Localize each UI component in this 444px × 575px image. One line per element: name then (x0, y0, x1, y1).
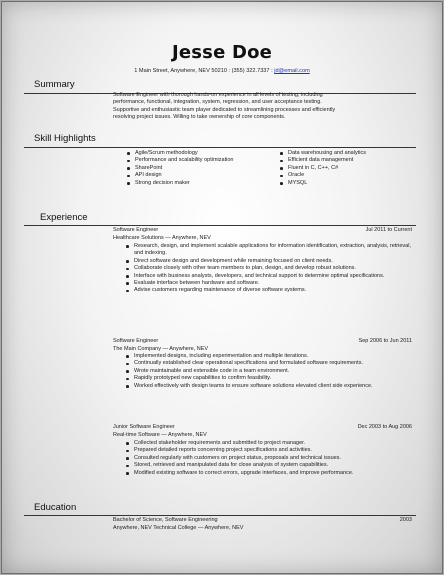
job-bullet: Evaluate interface between hardware and software. (125, 280, 413, 287)
job-bullet: Direct software design and development while remaining focused on client needs. (125, 258, 413, 265)
job-title: Software Engineer (113, 338, 159, 344)
skill-item: Performance and scalability optimization (126, 157, 261, 164)
job-bullet: Advise customers regarding maintenance of diverse software systems. (125, 287, 413, 294)
job-bullet: Implemented designs, including experimentation and multiple iterations. (125, 353, 413, 360)
resume-page (1, 1, 443, 574)
skill-item: Fluent in C, C++, C# (279, 165, 414, 172)
job-bullets (125, 440, 415, 477)
job-bullets (125, 243, 413, 295)
education-rule (24, 515, 416, 516)
skills-rule (24, 147, 416, 148)
job-bullet: Wrote maintainable and extensible code in a team environment. (125, 368, 413, 375)
job-bullet: Stored, retrieved and manipulated data for close analysis of system capabilities. (125, 462, 415, 469)
education-school: Anywhere, NEV Technical College — Anywhere, NEV (113, 525, 244, 531)
job-bullet: Research, design, and implement scalable applications for information identification, extraction, analysis, retrieval, and indexing. (125, 243, 413, 258)
job-bullet: Collaborate closely with other team members to plan, design, and develop robust solutions. (125, 265, 413, 272)
contact-line (2, 68, 442, 74)
skills-list-left (126, 150, 261, 187)
job-bullet: Modified existing software to correct errors, upgrade interfaces, and improve performance. (125, 470, 415, 477)
job-dates: Dec 2003 to Aug 2006 (357, 424, 412, 430)
contact-address: 1 Main Street, Anywhere, NEV 50210 : (355) 322.7337 : (134, 68, 275, 74)
education-degree: Bachelor of Science, Software Engineering (113, 517, 218, 523)
skills-heading: Skill Highlights (34, 133, 96, 144)
education-year: 2003 (399, 517, 412, 523)
skill-item: Agile/Scrum methodology (126, 150, 261, 157)
summary-line: resolving project issues. Willing to take ownership of core components. (113, 114, 286, 121)
job-bullet: Continually established clear operational specifications and formulated software requirements. (125, 360, 413, 367)
job-title: Software Engineer (113, 227, 159, 233)
email-link[interactable]: jd@email.com (274, 68, 310, 74)
job-bullet: Interface with business analysts, developers, and technical support to determine optimal specifications. (125, 273, 413, 280)
skill-item: Strong decision maker (126, 180, 261, 187)
summary-line: performance, functional, integration, system, regression, and user acceptance testing. (113, 99, 322, 106)
job-bullet: Worked effectively with design teams to ensure software solutions elevated client side experience. (125, 383, 413, 390)
summary-heading: Summary (34, 79, 75, 90)
skill-item: Efficient data management (279, 157, 414, 164)
skill-item: Oracle (279, 172, 414, 179)
job-dates: Sep 2006 to Jun 2011 (358, 338, 412, 344)
job-bullet: Prepared detailed reports concerning project specifications and activities. (125, 447, 415, 454)
job-bullet: Consulted regularly with customers on project status, proposals and technical issues. (125, 455, 415, 462)
job-company: Healthcare Solutions — Anywhere, NEV (113, 235, 211, 241)
education-heading: Education (34, 502, 77, 513)
summary-text (113, 92, 413, 122)
job-title: Junior Software Engineer (113, 424, 175, 430)
experience-rule (24, 225, 416, 226)
skill-item: Data warehousing and analytics (279, 150, 414, 157)
summary-line: Supportive and enthusiastic team player dedicated to streamlining processes and efficiently (113, 106, 336, 113)
skill-item: SharePoint (126, 165, 261, 172)
job-company: Real-time Software — Anywhere, NEV (113, 432, 207, 438)
job-bullets (125, 353, 413, 390)
skill-item: API design (126, 172, 261, 179)
summary-line: Software Engineer with thorough hands-on experience in all levels of testing, including (113, 92, 323, 98)
job-dates: Jul 2011 to Current (365, 227, 412, 233)
job-bullet: Collected stakeholder requirements and submitted to project manager. (125, 440, 415, 447)
job-bullet: Rapidly prototyped new capabilities to confirm feasibility. (125, 375, 413, 382)
skills-list-right (279, 150, 414, 187)
candidate-name: Jesse Doe (171, 42, 273, 63)
job-company: The Main Company — Anywhere, NEV (113, 346, 209, 352)
experience-heading: Experience (40, 212, 88, 223)
skill-item: MYSQL (279, 180, 414, 187)
